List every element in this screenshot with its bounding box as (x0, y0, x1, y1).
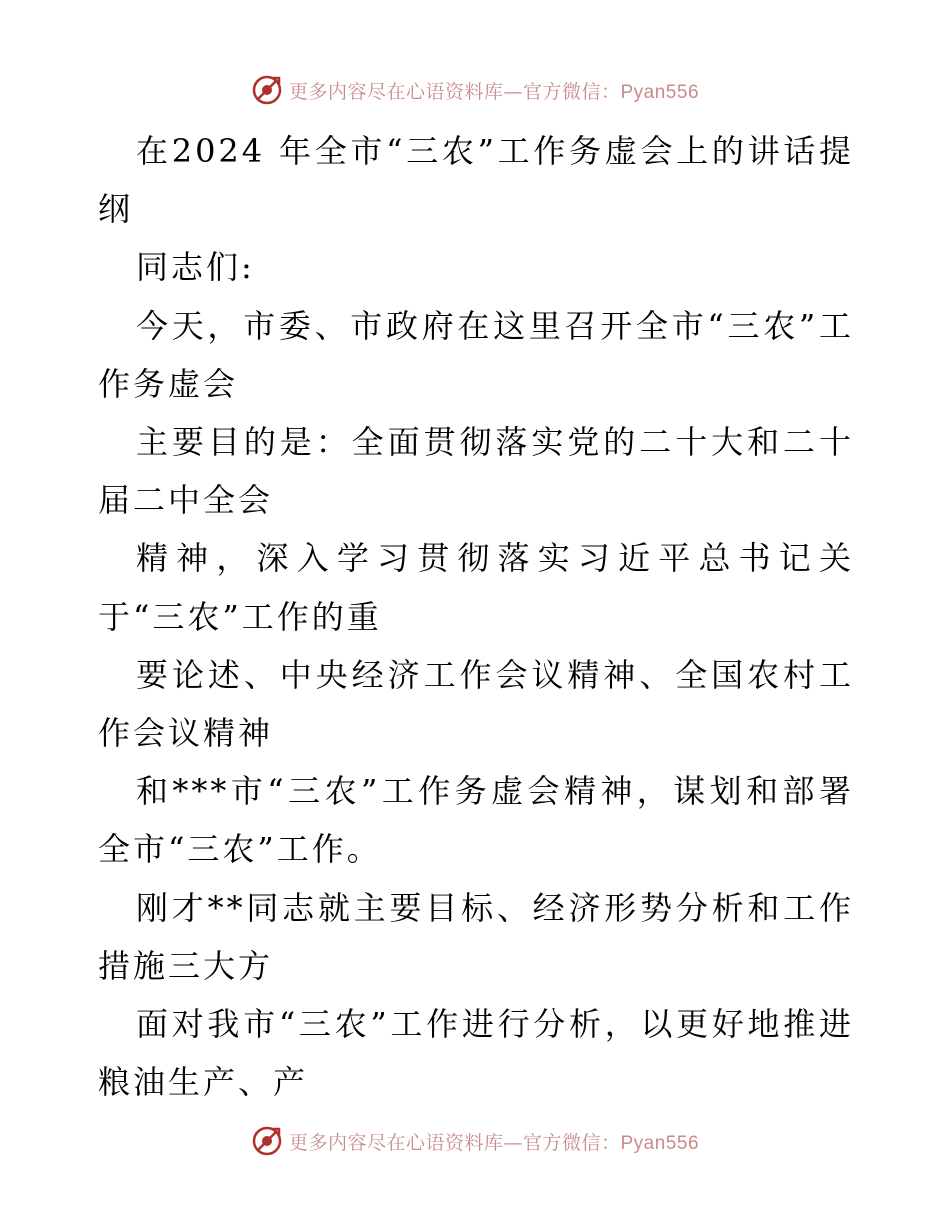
paragraph: 精神，深入学习贯彻落实习近平总书记关于“三农”工作的重 (98, 539, 854, 636)
paragraph: 要论述、中央经济工作会议精神、全国农村工作会议精神 (98, 655, 854, 753)
paragraph: 面对我市“三农”工作进行分析，以更好地推进粮油生产、产 (98, 1005, 854, 1102)
paragraph: 和***市“三农”工作务虚会精神，谋划和部署全市“三农”工作。 (98, 772, 854, 869)
watermark-text: 更多内容尽在心语资料库—官方微信：Pyan556 (288, 80, 700, 103)
paragraph: 今天，市委、市政府在这里召开全市“三农”工作务虚会 (98, 306, 854, 403)
footer-watermark (0, 1121, 950, 1161)
document-body (98, 122, 854, 1111)
watermark-text: 更多内容尽在心语资料库—官方微信：Pyan556 (288, 1131, 700, 1154)
logo-icon (251, 74, 283, 106)
paragraph: 主要目的是：全面贯彻落实党的二十大和二十届二中全会 (98, 423, 854, 520)
document-title: 在2024 年全市“三农”工作务虚会上的讲话提纲 (98, 132, 854, 229)
salutation: 同志们: (136, 248, 255, 287)
logo-icon (251, 1125, 283, 1157)
paragraph: 刚才**同志就主要目标、经济形势分析和工作措施三大方 (98, 888, 854, 985)
header-watermark (0, 70, 950, 110)
